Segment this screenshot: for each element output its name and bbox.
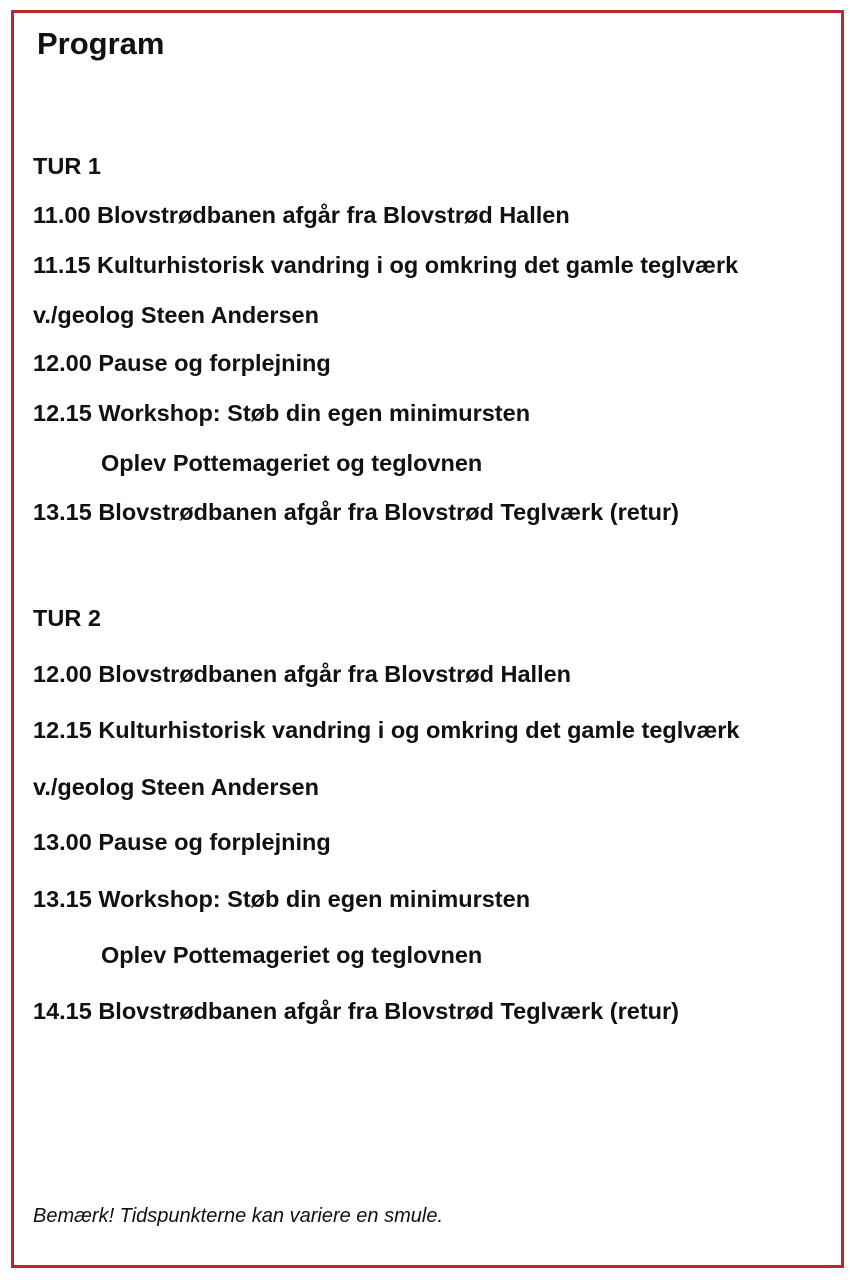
tour-2-line-5: 13.15 Workshop: Støb din egen minimursten bbox=[33, 886, 531, 912]
tour-2-line-1: 12.00 Blovstrødbanen afgår fra Blovstrød Hallen bbox=[33, 661, 572, 687]
tour-2-line-3: v./geolog Steen Andersen bbox=[33, 774, 319, 800]
tour-1-line-6: Oplev Pottemageriet og teglovnen bbox=[101, 450, 483, 476]
page-title: Program bbox=[37, 26, 165, 61]
tour-1-line-3: v./geolog Steen Andersen bbox=[33, 302, 319, 328]
tour-2-line-7: 14.15 Blovstrødbanen afgår fra Blovstrød Teglværk (retur) bbox=[33, 998, 679, 1024]
footnote: Bemærk! Tidspunkterne kan variere en smule. bbox=[33, 1205, 443, 1227]
tour-1-heading: TUR 1 bbox=[33, 153, 101, 179]
tour-2-line-2: 12.15 Kulturhistorisk vandring i og omkring det gamle teglværk bbox=[33, 717, 740, 743]
tour-1-line-7: 13.15 Blovstrødbanen afgår fra Blovstrød Teglværk (retur) bbox=[33, 499, 679, 525]
page-border bbox=[11, 10, 844, 1268]
tour-2-line-6: Oplev Pottemageriet og teglovnen bbox=[101, 942, 483, 968]
tour-1-line-2: 11.15 Kulturhistorisk vandring i og omkring det gamle teglværk bbox=[33, 252, 739, 278]
tour-1-line-5: 12.15 Workshop: Støb din egen minimursten bbox=[33, 400, 531, 426]
tour-2-line-4: 13.00 Pause og forplejning bbox=[33, 829, 331, 855]
tour-1-line-4: 12.00 Pause og forplejning bbox=[33, 350, 331, 376]
tour-2-heading: TUR 2 bbox=[33, 605, 101, 631]
tour-1-line-1: 11.00 Blovstrødbanen afgår fra Blovstrød Hallen bbox=[33, 202, 570, 228]
